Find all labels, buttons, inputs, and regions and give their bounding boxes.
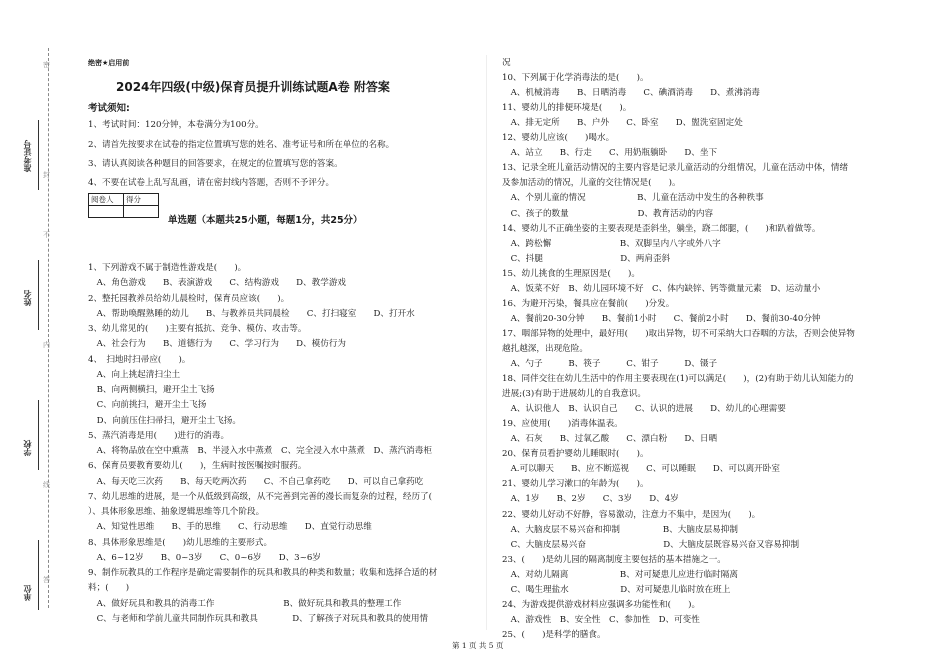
question-line: 5、蒸汽消毒是用( )进行的消毒。 [88, 430, 230, 441]
question-line: 13、记录全班儿童活动情况的主要内容是记录儿童活动的分组情况，儿童在活动中体，情绪 [502, 163, 849, 174]
question-line: 19、应使用( )消毒体温表。 [502, 419, 623, 430]
question-line: A、餐前20-30分钟 B、餐前1小时 C、餐前2小时 D、餐前30-40分钟 [502, 313, 821, 324]
question-line: 8、具体形象思维是( )幼儿思维的主要形式。 [88, 537, 273, 548]
score-table-score: 得分 [124, 194, 159, 206]
question-line: 12、婴幼儿应该( )喝水。 [502, 133, 615, 144]
column-separator [486, 55, 487, 630]
notice-item: 2、请首先按要求在试卷的指定位置填写您的姓名、准考证号和所在单位的名称。 [88, 140, 395, 150]
question-line: 10、下列属于化学消毒法的是( )。 [502, 73, 649, 84]
question-line: 3、幼儿常见的( )主要有抵抗、竞争、模仿、攻击等。 [88, 324, 307, 334]
question-line: 7、幼儿思维的进展，是一个从低级到高级，从不完善到完善的漫长而复杂的过程，经历了( [88, 491, 450, 502]
question-line: C、向前挑扫，避开尘土飞扬 [88, 400, 207, 411]
question-line: A、知觉性思维 B、手的思维 C、行动思维 D、直觉行动思维 [88, 522, 372, 533]
question-line: 22、婴幼儿好动不好静，容易激动，注意力不集中，是因为( )。 [502, 509, 761, 520]
zkz-underline [38, 120, 39, 190]
question-line: C、孩子的数量 D、教育活动的内容 [502, 208, 714, 219]
score-table [88, 193, 159, 218]
seal-char: 封 [43, 171, 50, 179]
question-line: 23、( )是幼儿园的隔离制度主要包括的基本措施之一。 [502, 554, 726, 565]
question-line: A、1岁 B、2岁 C、3岁 D、4岁 [502, 494, 679, 505]
question-line: 6、保育员要教育要幼儿( )，生病时按医嘱按时服药。 [88, 461, 307, 472]
question-line: A、游戏性 B、安全性 C、参加性 D、可变性 [502, 614, 700, 625]
score-cell[interactable] [89, 206, 124, 218]
question-line: A、排无定所 B、户外 C、卧室 D、盥洗室固定处 [502, 118, 743, 129]
secret-label: 绝密★启用前 [88, 59, 130, 67]
question-line: A、6~12岁 B、0~3岁 C、0~6岁 D、3~6岁 [88, 552, 321, 563]
question-line: 25、( )是科学的膳食。 [502, 629, 606, 640]
notice-item: 3、请认真阅读各种题目的回答要求，在规定的位置填写您的答案。 [88, 159, 343, 169]
question-line: 20、保育员看护婴幼儿睡眠时( )。 [502, 449, 649, 460]
side-label-school: 学校 [23, 440, 32, 456]
question-line: 料；( ) [88, 583, 130, 594]
question-line: C、与老师和学前儿童共同制作玩具和教具 D、了解孩子对玩具和教具的使用情 [88, 613, 429, 624]
question-line: 况 [502, 58, 511, 68]
question-line: A、帮助唤醒熟睡的幼儿 B、与教养员共同晨检 C、打扫寝室 D、打开水 [88, 308, 415, 319]
question-line: ）、具体形象思维、抽象逻辑思维等几个阶段。 [88, 507, 265, 517]
question-line: 越扎越深，出现危险。 [502, 343, 588, 354]
question-line: 9、制作玩教具的工作程序是确定需要制作的玩具和教具的种类和数量；收集和选择合适的材 [88, 568, 438, 578]
question-line: A、勺子 B、筷子 C、钳子 D、镊子 [502, 359, 718, 369]
question-line: D、向前压住扫帚扫，避开尘土飞扬。 [88, 415, 241, 426]
question-line: A、认识他人 B、认识自己 C、认识的进展 D、幼儿的心理需要 [502, 404, 786, 415]
question-line: A、饭菜不好 B、幼儿园环境不好 C、体内缺锌、钙等微量元素 D、运动量小 [502, 283, 821, 294]
notice-item: 4、不要在试卷上乱写乱画，请在密封线内答题，否则不予评分。 [88, 178, 335, 188]
question-line: C、喝生理盐水 D、对可疑患儿临时放在班上 [502, 584, 731, 595]
name-underline [38, 260, 39, 330]
question-line: A.可以聊天 B、应不断巡视 C、可以睡眠 D、可以离开卧室 [502, 464, 780, 475]
side-label-name: 姓名 [23, 290, 32, 306]
question-line: 2、整托园教养员给幼儿晨检时，保育员应该( )。 [88, 293, 290, 304]
question-line: A、对幼儿隔离 B、对可疑患儿应进行临时隔离 [502, 569, 738, 580]
seal-char: 不 [43, 231, 50, 239]
page-title: 2024年四级(中级)保育员提升训练试题A卷 附答案 [116, 80, 390, 94]
question-line: A、机械消毒 B、日晒消毒 C、碘酒消毒 D、煮沸消毒 [502, 88, 761, 99]
question-line: A、大脑皮层不易兴奋和抑制 B、大脑皮层易抑制 [502, 524, 738, 535]
question-line: C、大脑皮层易兴奋 D、大脑皮层既容易兴奋又容易抑制 [502, 539, 800, 550]
seal-char: 线 [43, 481, 50, 489]
question-line: A、石灰 B、过氧乙酸 C、漂白粉 D、日晒 [502, 434, 718, 445]
question-line: A、每天吃三次药 B、每天吃两次药 C、不自己拿药吃 D、可以自己拿药吃 [88, 476, 424, 487]
seal-char: 内 [43, 341, 50, 349]
notice-title: 考试须知: [88, 103, 130, 114]
seal-char: 答 [43, 576, 50, 584]
question-line: A、向上挑起清扫尘土 [88, 369, 181, 380]
question-line: 1、下列游戏不属于制造性游戏是( )。 [88, 263, 247, 273]
binding-dashed-line [48, 48, 49, 608]
question-line: 18、同伴交往在幼儿生活中的作用主要表现在(1)可以满足( )，(2)有助于幼儿认知能力的 [502, 374, 854, 385]
question-line: 15、幼儿挑食的生理原因是( )。 [502, 268, 640, 279]
question-line: A、将物品放在空中熏蒸 B、半浸入水中蒸煮 C、完全浸入水中蒸煮 D、蒸汽消毒柜 [88, 446, 432, 456]
question-line: A、社会行为 B、道德行为 C、学习行为 D、模仿行为 [88, 339, 347, 350]
question-line: B、向两侧横扫，避开尘土飞扬 [88, 385, 215, 395]
question-line: A、角色游戏 B、表演游戏 C、结构游戏 D、教学游戏 [88, 278, 347, 289]
score-cell[interactable] [124, 206, 159, 218]
question-line: 17、咽部异物的处理中，最好用( )取出异物，切不可采纳大口吞咽的方法，否则会使异物 [502, 328, 855, 339]
side-label-unit: 单位 [23, 585, 32, 601]
question-line: 11、婴幼儿的排便环境是( )。 [502, 103, 632, 114]
question-line: A、做好玩具和教具的消毒工作 B、做好玩具和教具的整理工作 [88, 598, 402, 609]
question-line: 24、为游戏提供游戏材料应强调多功能性和( )。 [502, 599, 701, 610]
question-line: A、个别儿童的情况 B、儿童在活动中发生的各种秩事 [502, 193, 764, 204]
question-line: 14、婴幼儿不正确坐姿的主要表现是歪斜坐，躺坐，跷二郎腿，( )和趴着做等。 [502, 223, 821, 234]
seal-char: 密 [43, 61, 50, 69]
question-line: 21、婴幼儿学习漱口的年龄为( )。 [502, 479, 649, 490]
notice-item: 1、考试时间：120分钟，本卷满分为100分。 [88, 120, 264, 130]
question-line: 16、为避开污染，餐具应在餐前( )分发。 [502, 298, 675, 309]
question-line: 及参加活动的情况，儿童的交往情况是( )。 [502, 178, 681, 189]
side-label-zkz: 准考证号 [23, 140, 32, 172]
score-table-grader: 阅卷人 [89, 194, 124, 206]
school-underline [38, 400, 39, 470]
question-line: 4、 扫地时扫帚应( )。 [88, 354, 191, 365]
unit-underline [38, 540, 39, 610]
question-line: C、抖腿 D、两肩歪斜 [502, 253, 671, 264]
page-footer: 第 1 页 共 5 页 [452, 641, 504, 650]
question-line: A、跨松懈 B、双脚呈内八字或外八字 [502, 238, 721, 249]
question-line: 进展;(3)有助于进展幼儿的自我意识。 [502, 389, 646, 400]
section-title: 单选题（本题共25小题，每题1分，共25分） [168, 215, 363, 226]
question-line: A、站立 B、行走 C、用奶瓶躺卧 D、坐下 [502, 148, 718, 159]
